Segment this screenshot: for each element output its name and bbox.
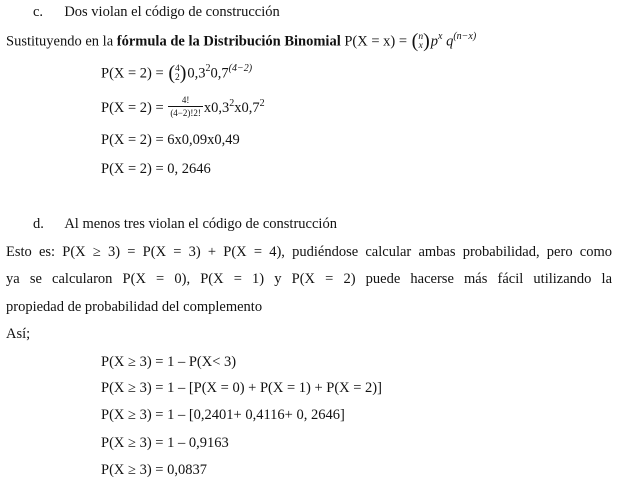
- step2-b-exp: 2: [259, 97, 265, 109]
- step-2: [101, 97, 265, 120]
- exp-nx: (n−x): [453, 31, 477, 43]
- complement-step-2: P(X ≥ 3) = 1 – [P(X = 0) + P(X = 1) + P(X = 2)]: [101, 380, 382, 396]
- fraction-numerator: 4!: [181, 95, 190, 105]
- complement-step-3: P(X ≥ 3) = 1 – [0,2401+ 0,4116+ 0, 2646]: [101, 407, 345, 423]
- step2-fraction: [168, 95, 203, 118]
- step1-binom-top: 4: [174, 64, 180, 74]
- formula-name: fórmula de la Distribución Binomial: [116, 33, 341, 50]
- step-3: P(X = 2) = 6x0,09x0,49: [101, 132, 240, 148]
- intro-text: Sustituyendo en la: [6, 33, 114, 50]
- step1-binom-bottom: 2: [174, 73, 180, 83]
- step2-a-exp: 2: [229, 97, 235, 109]
- step1-lhs: P(X = 2) =: [101, 65, 164, 82]
- step-4: P(X = 2) = 0, 2646: [101, 161, 211, 177]
- paragraph-line-3: propiedad de probabilidad del complemento: [6, 299, 263, 315]
- complement-step-5: P(X ≥ 3) = 0,0837: [101, 462, 207, 478]
- step-1: [101, 64, 252, 84]
- step1-a-exp: 2: [205, 63, 211, 75]
- list-marker: d.: [33, 216, 44, 232]
- step1-a: 0,3: [187, 65, 206, 82]
- section-d-heading: [33, 215, 337, 233]
- heading-text: Dos violan el código de construcción: [64, 4, 280, 20]
- asi-label: Así;: [6, 326, 31, 342]
- complement-step-4: P(X ≥ 3) = 1 – 0,9163: [101, 435, 229, 451]
- intro-line: [6, 32, 476, 52]
- section-c-heading: [33, 3, 280, 21]
- base-q: q: [446, 33, 454, 50]
- paragraph-line-2: ya se calcularon P(X = 0), P(X = 1) y P(X = 2) puede hacerse más fácil utilizando la: [6, 271, 612, 287]
- complement-step-1: P(X ≥ 3) = 1 – P(X< 3): [101, 354, 237, 370]
- step2-b: x0,7: [234, 99, 260, 116]
- binom-bottom: x: [418, 41, 423, 51]
- list-marker: c.: [33, 4, 44, 20]
- binom-top: n: [418, 32, 424, 42]
- step1-b-exp: (4−2): [228, 63, 253, 75]
- heading-text: Al menos tres violan el código de construcción: [64, 216, 337, 232]
- fraction-denominator: (4−2)!2!: [170, 108, 201, 118]
- base-p: p: [430, 33, 439, 50]
- exp-x: x: [438, 31, 443, 43]
- binomial-coefficient: ( n x ): [411, 30, 430, 52]
- step1-binomial: ( 4 2 ): [168, 62, 187, 84]
- formula-lhs: P(X = x) =: [344, 33, 408, 50]
- step2-lhs: P(X = 2) =: [101, 99, 164, 116]
- paragraph-line-1: Esto es: P(X ≥ 3) = P(X = 3) + P(X = 4), pudiéndose calcular ambas probabilidad, pero como: [6, 244, 612, 260]
- step2-a: x0,3: [203, 99, 230, 116]
- step1-b: 0,7: [210, 65, 229, 82]
